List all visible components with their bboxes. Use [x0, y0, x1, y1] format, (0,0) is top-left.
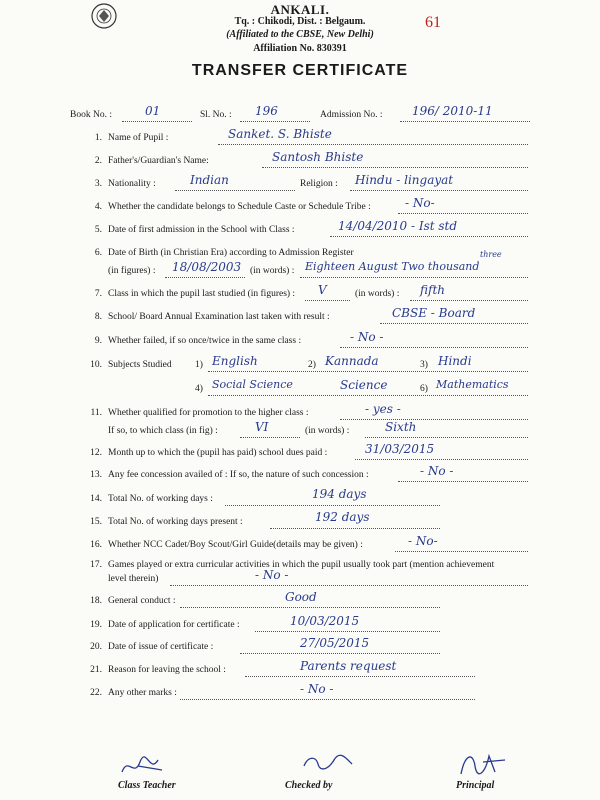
item-17-continuation: level therein) — [108, 574, 159, 584]
promo-fig-label: If so, to which class (in fig) : — [108, 426, 218, 436]
item-17-value: - No - — [255, 568, 289, 582]
item-14-label: 14. Total No. of working days : — [90, 494, 213, 504]
item-2-value: Santosh Bhiste — [272, 150, 364, 164]
item-1-label: 1. Name of Pupil : — [94, 133, 169, 143]
sl-value: 196 — [255, 104, 278, 118]
item-12-value: 31/03/2015 — [365, 442, 435, 456]
subject-2-num: 2) — [308, 360, 316, 370]
dob-words-extra: three — [480, 250, 502, 259]
item-4-value: - No- — [405, 196, 435, 210]
promo-fig-value: VI — [255, 420, 269, 434]
item-1-value: Sanket. S. Bhiste — [228, 127, 332, 141]
subject-4-value: Social Science — [212, 378, 293, 391]
class-teacher-label: Class Teacher — [118, 780, 176, 791]
item-11-value: - yes - — [365, 402, 401, 416]
item-11-label: 11. Whether qualified for promotion to the higher class : — [90, 408, 309, 418]
item-13-label: 13. Any fee concession availed of : If so, the nature of such concession : — [90, 470, 369, 480]
item-21-label: 21. Reason for leaving the school : — [90, 665, 226, 675]
promo-words-label: (in words) : — [305, 426, 350, 436]
item-3-label: 3. Nationality : — [94, 179, 156, 189]
item-18-value: Good — [285, 590, 317, 604]
principal-signature — [455, 748, 510, 780]
school-address: Tq. : Chikodi, Dist. : Belgaum. — [234, 16, 366, 27]
item-15-value: 192 days — [315, 510, 370, 524]
item-8-label: 8. School/ Board Annual Examination last taken with result : — [94, 312, 330, 322]
promo-words-value: Sixth — [385, 420, 417, 434]
item-13-value: - No - — [420, 464, 454, 478]
item-10-label: 10. Subjects Studied — [90, 360, 172, 370]
religion-label: Religion : — [300, 179, 338, 189]
principal-label: Principal — [456, 780, 495, 791]
dob-words-value: Eighteen August Two thousand — [305, 260, 480, 273]
religion-value: Hindu - lingayat — [355, 173, 454, 187]
item-15-label: 15. Total No. of working days present : — [90, 517, 243, 527]
item-5-label: 5. Date of first admission in the School with Class : — [94, 225, 295, 235]
subject-6-value: Mathematics — [436, 378, 509, 391]
item-20-value: 27/05/2015 — [300, 636, 370, 650]
checked-by-label: Checked by — [285, 780, 333, 791]
item-19-label: 19. Date of application for certificate : — [90, 620, 240, 630]
book-value: 01 — [145, 104, 161, 118]
subject-1-value: English — [212, 354, 258, 368]
subject-6-num: 6) — [420, 384, 428, 394]
admission-value: 196/ 2010-11 — [412, 104, 493, 118]
affiliation-line: (Affiliated to the CBSE, New Delhi) — [226, 29, 374, 40]
item-20-label: 20. Date of issue of certificate : — [90, 642, 214, 652]
class-teacher-signature — [118, 752, 168, 780]
subject-1-num: 1) — [195, 360, 203, 370]
checked-by-signature — [298, 750, 358, 776]
serial-number: 61 — [425, 14, 441, 31]
subject-5-value: Science — [340, 378, 388, 392]
item-8-value: CBSE - Board — [392, 306, 476, 320]
subject-3-num: 3) — [420, 360, 428, 370]
item-18-label: 18. General conduct : — [90, 596, 176, 606]
class-words-label: (in words) : — [355, 289, 400, 299]
class-words-value: fifth — [420, 283, 445, 297]
item-3-value: Indian — [190, 173, 229, 187]
item-9-label: 9. Whether failed, if so once/twice in the same class : — [94, 336, 302, 346]
item-9-value: - No - — [350, 330, 384, 344]
dob-words-label: (in words) : — [250, 266, 295, 276]
book-label: Book No. : — [70, 110, 112, 120]
item-16-label: 16. Whether NCC Cadet/Boy Scout/Girl Guide(details may be given) : — [90, 540, 363, 550]
item-7-label: 7. Class in which the pupil last studied (in figures) : — [94, 289, 296, 299]
admission-label: Admission No. : — [320, 110, 383, 120]
affiliation-number: Affiliation No. 830391 — [253, 43, 347, 54]
dob-figures-label: (in figures) : — [108, 266, 156, 276]
dob-figures-value: 18/08/2003 — [172, 260, 242, 274]
item-14-value: 194 days — [312, 487, 367, 501]
item-16-value: - No- — [408, 534, 438, 548]
item-4-label: 4. Whether the candidate belongs to Schedule Caste or Schedule Tribe : — [94, 202, 371, 212]
item-22-label: 22. Any other marks : — [90, 688, 177, 698]
subject-4-num: 4) — [195, 384, 203, 394]
item-2-label: 2. Father's/Guardian's Name: — [94, 156, 209, 166]
item-17-label: 17. Games played or extra curricular activities in which the pupil usually took part (mention achievement — [90, 560, 495, 570]
item-12-label: 12. Month up to which the (pupil has paid) school dues paid : — [90, 448, 328, 458]
item-22-value: - No - — [300, 682, 334, 696]
item-19-value: 10/03/2015 — [290, 614, 360, 628]
subject-3-value: Hindi — [438, 354, 472, 368]
item-5-value: 14/04/2010 - Ist std — [338, 219, 458, 233]
item-7-value: V — [318, 283, 327, 297]
item-21-value: Parents request — [300, 659, 397, 673]
page-title: TRANSFER CERTIFICATE — [191, 62, 409, 79]
sl-label: Sl. No. : — [200, 110, 232, 120]
subject-2-value: Kannada — [325, 354, 379, 368]
item-6-label: 6. Date of Birth (in Christian Era) according to Admission Register — [94, 248, 354, 258]
school-name: ANKALI. — [270, 2, 330, 17]
